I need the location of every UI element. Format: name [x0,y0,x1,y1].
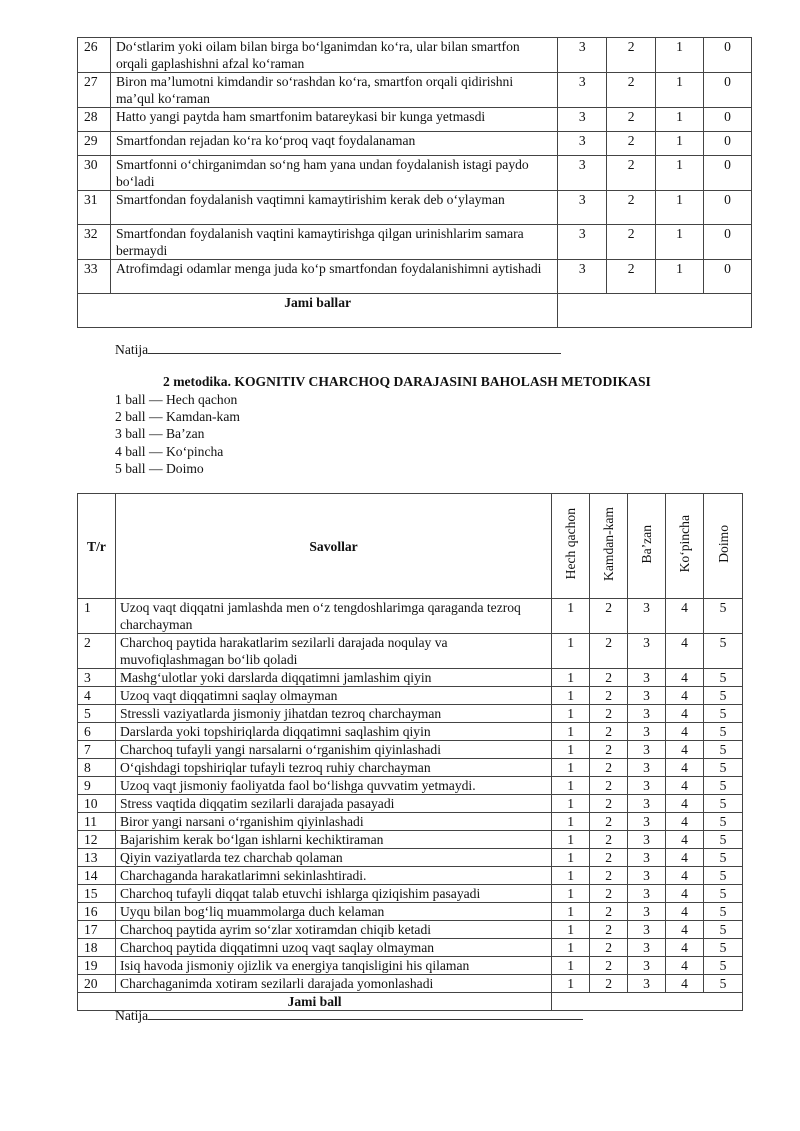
question-text: O‘qishdagi topshiriqlar tufayli tezroq ruhiy charchayman [115,759,551,777]
score-cell[interactable]: 5 [704,921,743,939]
table-row [78,132,752,156]
score-cell[interactable]: 2 [590,813,628,831]
question-text: Uyqu bilan bog‘liq muammolarga duch kelaman [115,903,551,921]
header-col-never: Hech qachon [552,494,590,599]
table-row [78,108,752,132]
score-cell[interactable]: 0 [704,73,752,108]
table-row [78,777,743,795]
header-col-sometimes: Ba’zan [628,494,666,599]
question-text: Charchoq tufayli diqqat talab etuvchi ishlarga qiziqishim pasayadi [115,885,551,903]
scale-item: 4 ball — Ko‘pincha [115,443,224,459]
score-cell[interactable]: 0 [704,108,752,132]
score-cell[interactable]: 4 [666,669,704,687]
score-cell[interactable]: 1 [552,759,590,777]
score-cell[interactable]: 2 [590,795,628,813]
score-cell[interactable]: 4 [666,831,704,849]
table-row [78,975,743,993]
score-cell[interactable]: 2 [607,38,656,73]
table-row [78,634,743,669]
total-label: Jami ball [78,993,552,1011]
score-cell[interactable]: 4 [666,777,704,795]
score-cell[interactable]: 3 [628,599,666,634]
score-cell[interactable]: 1 [552,741,590,759]
score-cell[interactable]: 5 [704,867,743,885]
table-row [78,939,743,957]
score-cell[interactable]: 0 [704,132,752,156]
table-row [78,723,743,741]
score-cell[interactable]: 2 [590,867,628,885]
score-cell[interactable]: 2 [607,260,656,294]
score-cell[interactable]: 2 [590,669,628,687]
table-row [78,191,752,225]
table-row [78,599,743,634]
score-cell[interactable]: 1 [552,903,590,921]
row-number: 32 [78,225,111,260]
score-cell[interactable]: 4 [666,903,704,921]
score-cell[interactable]: 1 [656,191,704,225]
score-cell[interactable]: 1 [552,867,590,885]
table-row [78,903,743,921]
question-text: Smartfondan foydalanish vaqtimni kamaytirishim kerak deb o‘ylayman [110,191,557,225]
row-number: 30 [78,156,111,191]
row-number: 10 [78,795,116,813]
table-row [78,867,743,885]
header-col-always: Doimo [704,494,743,599]
table-row [78,831,743,849]
natija-2-line[interactable] [148,1006,583,1020]
natija-1-line[interactable] [148,340,561,354]
score-cell[interactable]: 5 [704,957,743,975]
score-cell[interactable]: 1 [552,599,590,634]
row-number: 17 [78,921,116,939]
table-row [78,156,752,191]
score-cell[interactable]: 4 [666,705,704,723]
score-cell[interactable]: 1 [552,777,590,795]
table-row [78,741,743,759]
score-cell[interactable]: 2 [607,73,656,108]
score-cell[interactable]: 5 [704,795,743,813]
score-cell[interactable]: 2 [607,191,656,225]
score-cell[interactable]: 0 [704,191,752,225]
scale-list [115,391,240,477]
row-number: 5 [78,705,116,723]
score-cell[interactable]: 2 [607,108,656,132]
row-number: 16 [78,903,116,921]
score-cell[interactable]: 5 [704,903,743,921]
score-cell[interactable]: 4 [666,741,704,759]
score-cell[interactable]: 3 [628,867,666,885]
score-cell[interactable]: 2 [590,831,628,849]
scale-item: 2 ball — Kamdan-kam [115,409,240,425]
total-value[interactable] [558,294,752,328]
score-cell[interactable]: 3 [628,687,666,705]
question-text: Stressli vaziyatlarda jismoniy jihatdan tezroq charchayman [115,705,551,723]
score-cell[interactable]: 3 [628,957,666,975]
score-cell[interactable]: 1 [656,260,704,294]
score-cell[interactable]: 3 [558,260,607,294]
question-text: Smartfondan foydalanish vaqtini kamaytirishga qilgan urinishlarim samara bermaydi [110,225,557,260]
score-cell[interactable]: 5 [704,634,743,669]
score-cell[interactable]: 5 [704,741,743,759]
score-cell[interactable]: 4 [666,723,704,741]
score-cell[interactable]: 2 [590,957,628,975]
score-cell[interactable]: 2 [590,903,628,921]
header-col-rarely: Kamdan-kam [590,494,628,599]
row-number: 26 [78,38,111,73]
total-row [78,294,752,328]
question-text: Bajarishim kerak bo‘lgan ishlarni kechiktiraman [115,831,551,849]
row-number: 3 [78,669,116,687]
score-cell[interactable]: 3 [628,741,666,759]
score-cell[interactable]: 3 [558,73,607,108]
table-row [78,73,752,108]
table-row [78,813,743,831]
header-questions: Savollar [115,494,551,599]
score-cell[interactable]: 5 [704,849,743,867]
score-cell[interactable]: 1 [552,669,590,687]
question-text: Smartfonni o‘chirganimdan so‘ng ham yana undan foydalanish istagi paydo bo‘ladi [110,156,557,191]
score-cell[interactable]: 1 [656,73,704,108]
row-number: 6 [78,723,116,741]
score-cell[interactable]: 5 [704,813,743,831]
score-cell[interactable]: 4 [666,849,704,867]
row-number: 31 [78,191,111,225]
table-row [78,38,752,73]
score-cell[interactable]: 4 [666,813,704,831]
scale-item: 1 ball — Hech qachon [115,392,238,407]
scale-item: 5 ball — Doimo [115,460,204,476]
table-row [78,759,743,777]
score-cell[interactable]: 2 [590,687,628,705]
question-text: Qiyin vaziyatlarda tez charchab qolaman [115,849,551,867]
score-cell[interactable]: 4 [666,759,704,777]
score-cell[interactable]: 4 [666,795,704,813]
score-cell[interactable]: 2 [590,634,628,669]
question-text: Biror yangi narsani o‘rganishim qiyinlashadi [115,813,551,831]
score-cell[interactable]: 3 [628,903,666,921]
score-cell[interactable]: 1 [552,813,590,831]
score-cell[interactable]: 3 [628,777,666,795]
score-cell[interactable]: 2 [590,975,628,993]
total-label: Jami ballar [78,294,558,328]
question-text: Charchaganda harakatlarimni sekinlashtiradi. [115,867,551,885]
score-cell[interactable]: 3 [628,669,666,687]
score-cell[interactable]: 5 [704,885,743,903]
score-cell[interactable]: 4 [666,599,704,634]
method2-title: 2 metodika. KOGNITIV CHARCHOQ DARAJASINI BAHOLASH METODIKASI [163,374,651,389]
score-cell[interactable]: 2 [590,759,628,777]
score-cell[interactable]: 3 [558,225,607,260]
table-row [78,849,743,867]
question-text: Mashg‘ulotlar yoki darslarda diqqatimni jamlashim qiyin [115,669,551,687]
question-text: Stress vaqtida diqqatim sezilarli darajada pasayadi [115,795,551,813]
question-text: Uzoq vaqt jismoniy faoliyatda faol bo‘lishga quvvatim yetmaydi. [115,777,551,795]
score-cell[interactable]: 3 [628,795,666,813]
score-cell[interactable]: 1 [552,831,590,849]
row-number: 28 [78,108,111,132]
row-number: 11 [78,813,116,831]
row-number: 14 [78,867,116,885]
score-cell[interactable]: 2 [590,599,628,634]
score-cell[interactable]: 3 [628,921,666,939]
score-cell[interactable]: 1 [656,132,704,156]
row-number: 4 [78,687,116,705]
score-cell[interactable]: 1 [552,687,590,705]
score-cell[interactable]: 3 [558,132,607,156]
score-cell[interactable]: 4 [666,939,704,957]
question-text: Uzoq vaqt diqqatni jamlashda men o‘z tengdoshlarimga qaraganda tezroq charchayman [115,599,551,634]
score-cell[interactable]: 0 [704,156,752,191]
score-cell[interactable]: 5 [704,599,743,634]
score-cell[interactable]: 4 [666,687,704,705]
score-cell[interactable]: 5 [704,705,743,723]
row-number: 15 [78,885,116,903]
score-cell[interactable]: 4 [666,634,704,669]
score-cell[interactable]: 1 [552,939,590,957]
question-text: Charchoq paytida harakatlarim sezilarli darajada noqulay va muvofiqlashmagan bo‘lib qoladi [115,634,551,669]
table-row [78,687,743,705]
score-cell[interactable]: 5 [704,759,743,777]
question-text: Biron ma’lumotni kimdandir so‘rashdan ko‘ra, smartfon orqali qidirishni ma’qul ko‘raman [110,73,557,108]
question-text: Hatto yangi paytda ham smartfonim batareykasi bir kunga yetmasdi [110,108,557,132]
score-cell[interactable]: 3 [558,108,607,132]
score-cell[interactable]: 2 [590,939,628,957]
table-row [78,705,743,723]
table-row [78,260,752,294]
score-cell[interactable]: 3 [628,759,666,777]
question-text: Do‘stlarim yoki oilam bilan birga bo‘lganimdan ko‘ra, ular bilan smartfon orqali gaplashishni afzal ko‘raman [110,38,557,73]
score-cell[interactable]: 0 [704,38,752,73]
score-cell[interactable]: 0 [704,225,752,260]
question-text: Charchaganimda xotiram sezilarli darajada yomonlashadi [115,975,551,993]
row-number: 20 [78,975,116,993]
score-cell[interactable]: 1 [656,225,704,260]
score-cell[interactable]: 3 [558,156,607,191]
score-cell[interactable]: 2 [590,741,628,759]
score-cell[interactable]: 3 [628,885,666,903]
score-cell[interactable]: 1 [552,921,590,939]
score-cell[interactable]: 4 [666,885,704,903]
table-row [78,957,743,975]
question-text: Isiq havoda jismoniy ojizlik va energiya tanqisligini his qilaman [115,957,551,975]
row-number: 7 [78,741,116,759]
score-cell[interactable]: 1 [552,705,590,723]
row-number: 27 [78,73,111,108]
row-number: 13 [78,849,116,867]
natija-2: Natija [115,1006,583,1024]
row-number: 1 [78,599,116,634]
row-number: 33 [78,260,111,294]
table-row [78,921,743,939]
question-text: Darslarda yoki topshiriqlarda diqqatimni saqlashim qiyin [115,723,551,741]
score-cell[interactable]: 2 [590,705,628,723]
table-row [78,795,743,813]
question-text: Charchoq paytida ayrim so‘zlar xotiramdan chiqib ketadi [115,921,551,939]
score-cell[interactable]: 5 [704,687,743,705]
row-number: 18 [78,939,116,957]
table-cognitive-fatigue [77,493,743,1011]
row-number: 8 [78,759,116,777]
score-cell[interactable]: 1 [656,38,704,73]
question-text: Smartfondan rejadan ko‘ra ko‘proq vaqt foydalanaman [110,132,557,156]
score-cell[interactable]: 4 [666,867,704,885]
row-number: 9 [78,777,116,795]
row-number: 29 [78,132,111,156]
score-cell[interactable]: 1 [552,723,590,741]
score-cell[interactable]: 2 [607,132,656,156]
score-cell[interactable]: 4 [666,957,704,975]
score-cell[interactable]: 5 [704,669,743,687]
score-cell[interactable]: 1 [656,108,704,132]
score-cell[interactable]: 4 [666,975,704,993]
score-cell[interactable]: 3 [558,191,607,225]
score-cell[interactable]: 3 [628,705,666,723]
score-cell[interactable]: 2 [607,156,656,191]
score-cell[interactable]: 4 [666,921,704,939]
score-cell[interactable]: 5 [704,723,743,741]
question-text: Charchoq tufayli yangi narsalarni o‘rganishim qiyinlashadi [115,741,551,759]
score-cell[interactable]: 3 [628,723,666,741]
score-cell[interactable]: 3 [558,38,607,73]
score-cell[interactable]: 1 [552,885,590,903]
natija-1: Natija [115,340,561,358]
score-cell[interactable]: 2 [590,885,628,903]
row-number: 2 [78,634,116,669]
header-col-often: Ko‘pincha [666,494,704,599]
score-cell[interactable]: 2 [590,849,628,867]
question-text: Atrofimdagi odamlar menga juda ko‘p smartfondan foydalanishimni aytishadi [110,260,557,294]
score-cell[interactable]: 2 [607,225,656,260]
score-cell[interactable]: 5 [704,939,743,957]
score-cell[interactable]: 5 [704,777,743,795]
table-row [78,225,752,260]
score-cell[interactable]: 1 [552,849,590,867]
header-num: T/r [78,494,116,599]
score-cell[interactable]: 1 [552,975,590,993]
question-text: Uzoq vaqt diqqatimni saqlay olmayman [115,687,551,705]
score-cell[interactable]: 0 [704,260,752,294]
score-cell[interactable]: 3 [628,634,666,669]
score-cell[interactable]: 3 [628,939,666,957]
score-cell[interactable]: 1 [656,156,704,191]
question-text: Charchoq paytida diqqatimni uzoq vaqt saqlay olmayman [115,939,551,957]
score-cell[interactable]: 3 [628,813,666,831]
score-cell[interactable]: 5 [704,975,743,993]
score-cell[interactable]: 3 [628,975,666,993]
score-cell[interactable]: 3 [628,831,666,849]
score-cell[interactable]: 2 [590,921,628,939]
score-cell[interactable]: 3 [628,849,666,867]
score-cell[interactable]: 2 [590,777,628,795]
score-cell[interactable]: 2 [590,723,628,741]
table-row [78,669,743,687]
table-row [78,885,743,903]
score-cell[interactable]: 1 [552,634,590,669]
score-cell[interactable]: 1 [552,795,590,813]
score-cell[interactable]: 1 [552,957,590,975]
score-cell[interactable]: 5 [704,831,743,849]
table-smartphone-questions [77,37,752,328]
row-number: 12 [78,831,116,849]
scale-item: 3 ball — Ba’zan [115,426,205,442]
row-number: 19 [78,957,116,975]
